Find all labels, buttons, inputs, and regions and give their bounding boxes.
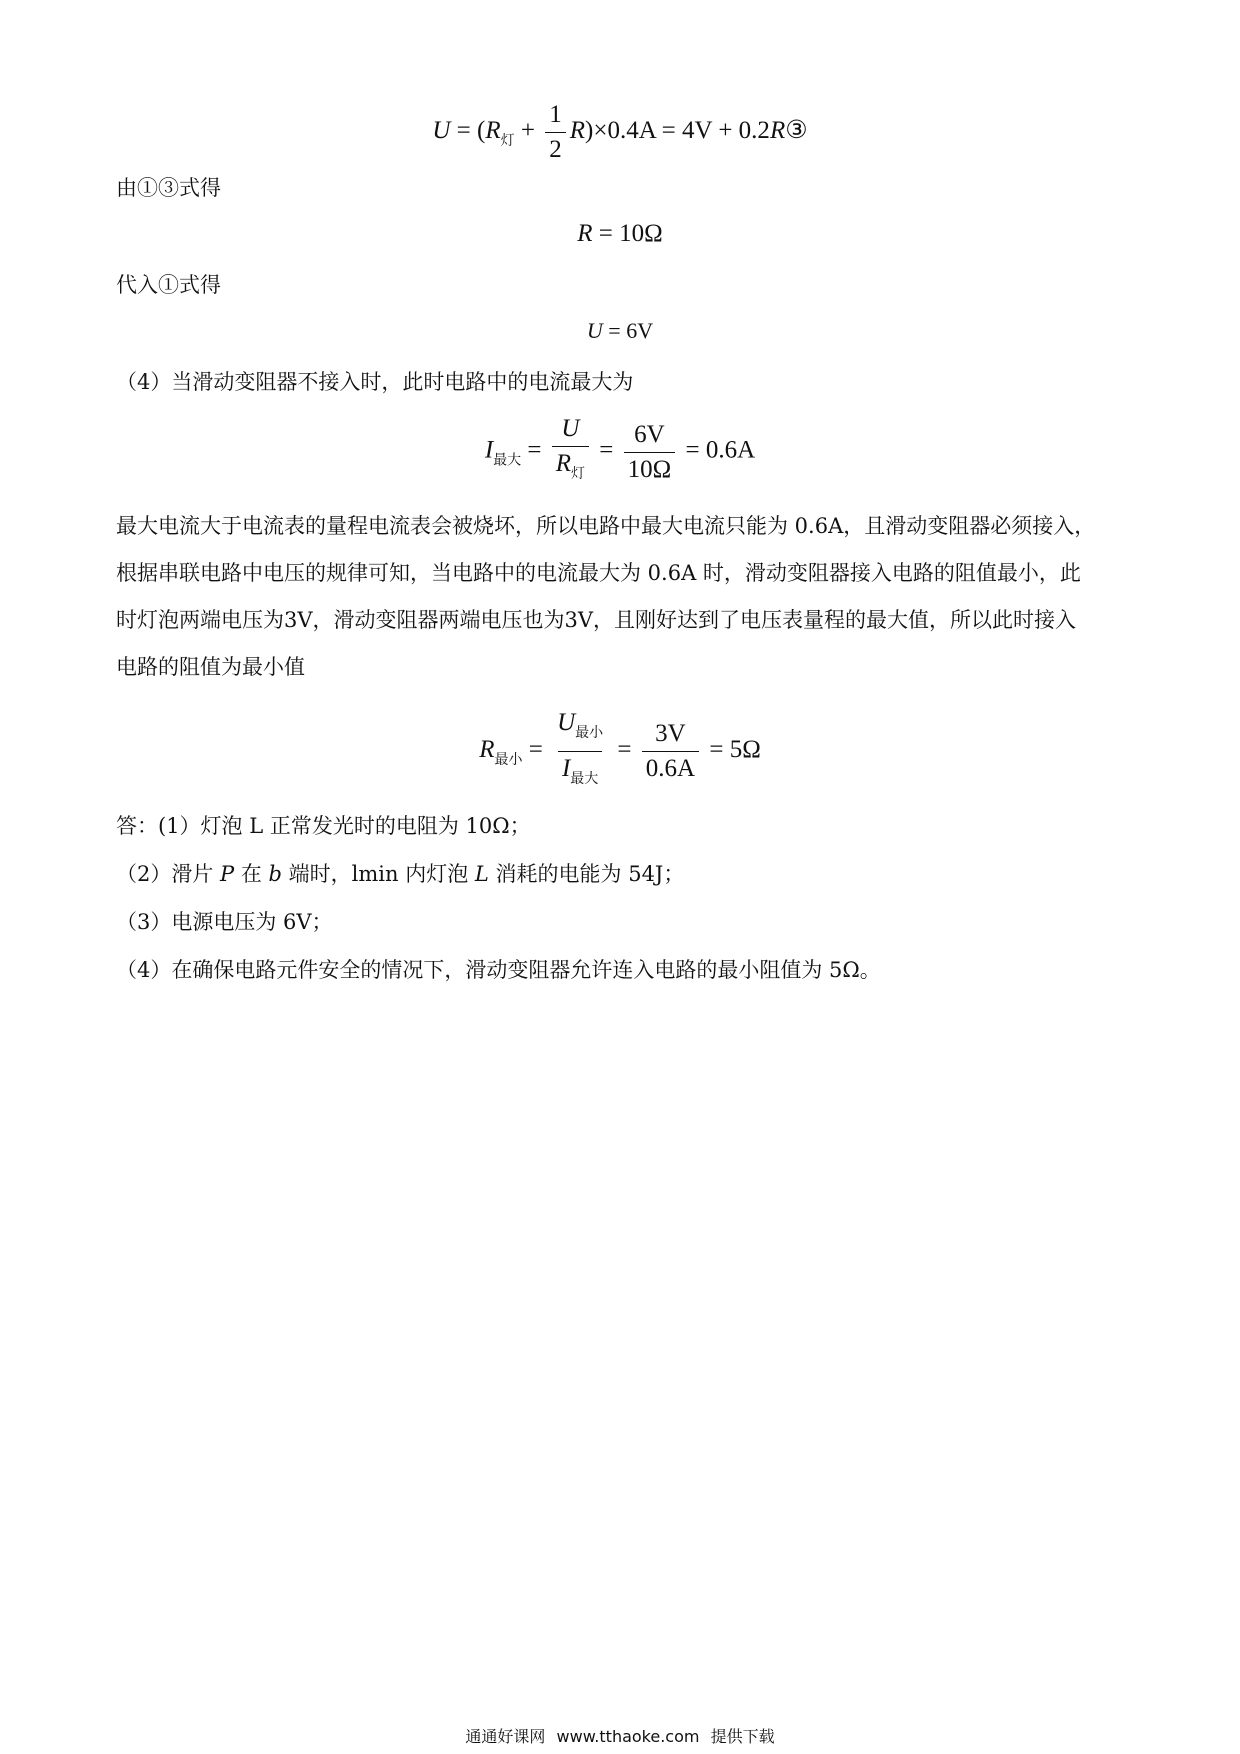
rmin-fraction-1 <box>553 708 607 795</box>
eq3-r-lamp: R <box>485 117 501 145</box>
answer-2-part-b: 在 <box>234 862 269 886</box>
answer-1: 答：(1）灯泡 L 正常发光时的电阻为 10Ω； <box>116 814 531 838</box>
paragraph-line-4: 电路的阻值为最小值 <box>116 655 305 679</box>
answer-3: （3）电源电压为 6V； <box>116 910 333 934</box>
footer-site-name: 通通好课网 <box>465 1727 546 1746</box>
rmin-sub: 最小 <box>494 753 523 769</box>
rmin-var: R <box>479 736 495 764</box>
eq3-open-paren: ( <box>477 117 486 145</box>
rmin-eq2: = <box>617 736 632 764</box>
answer-2-l: L <box>474 862 489 886</box>
answer-2-b: b <box>268 862 282 886</box>
eq3-half-fraction <box>545 100 566 165</box>
rmin-num2: 3V <box>655 720 686 747</box>
imax-sub: 最大 <box>493 453 522 469</box>
rmin-num1-var: U <box>557 709 576 736</box>
rmin-eq1: = <box>528 736 543 764</box>
imax-den1-var: R <box>555 450 572 477</box>
eq3-close-times: )×0.4A <box>585 117 656 145</box>
eq3-rhs-r: R <box>769 117 786 145</box>
answer-2 <box>116 858 684 888</box>
eq3-equals: = <box>456 117 471 145</box>
rmin-den2: 0.6A <box>642 751 699 784</box>
rmin-result: = 5Ω <box>709 736 761 764</box>
u-result-var: U <box>586 318 603 343</box>
answer-2-part-a: （2）滑片 <box>116 862 221 886</box>
imax-den1-sub: 灯 <box>571 467 586 482</box>
rmin-den1-sub: 最大 <box>570 772 599 787</box>
sub-into-eq1-label: 代入①式得 <box>116 273 221 297</box>
answer-2-part-d: 消耗的电能为 54J； <box>488 862 685 886</box>
eq3-circle-3: ③ <box>785 117 808 145</box>
eq3-half-den: 2 <box>545 132 566 165</box>
equation-u-result <box>0 318 1240 344</box>
paragraph-line-2: 根据串联电路中电压的规律可知，当电路中的电流最大为 0.6A 时，滑动变阻器接入电路的阻值最小，此 <box>116 561 1081 585</box>
equation-3 <box>0 100 1240 165</box>
answer-2-part-c: 端时，lmin 内灯泡 <box>282 862 475 886</box>
imax-var: I <box>484 436 494 464</box>
u-result-rest: = 6V <box>602 318 654 343</box>
eq3-half-num: 1 <box>549 101 562 128</box>
answer-2-p: P <box>220 862 235 886</box>
eq3-lhs: U <box>432 117 451 145</box>
paragraph-line-3: 时灯泡两端电压为3V，滑动变阻器两端电压也为3V，且刚好达到了电压表量程的最大值，所以此时接入 <box>116 608 1077 632</box>
imax-fraction-2 <box>624 420 676 485</box>
paragraph-line-1: 最大电流大于电流表的量程电流表会被烧坏，所以电路中最大电流只能为 0.6A，且滑动变阻器必须接入， <box>116 514 1096 538</box>
part4-intro: （4）当滑动变阻器不接入时，此时电路中的电流最大为 <box>116 370 634 394</box>
imax-result: = 0.6A <box>685 436 756 464</box>
eq3-sub-lamp: 灯 <box>500 134 515 150</box>
answer-4: （4）在确保电路元件安全的情况下，滑动变阻器允许连入电路的最小阻值为 5Ω。 <box>116 958 881 982</box>
r-result-var: R <box>577 220 593 247</box>
eq3-plus: + <box>520 117 535 145</box>
r-result-rest: = 10Ω <box>592 220 663 247</box>
imax-num1: U <box>561 415 580 442</box>
eq3-rhs: = 4V + 0.2 <box>661 117 770 145</box>
footer-url-link[interactable]: www.tthaoke.com <box>556 1727 700 1746</box>
imax-den2: 10Ω <box>624 452 676 485</box>
rmin-num1-sub: 最小 <box>575 726 604 741</box>
rmin-den1-var: I <box>561 755 571 782</box>
imax-fraction-1 <box>552 414 589 490</box>
rmin-fraction-2 <box>642 719 699 784</box>
page-footer <box>0 1724 1240 1747</box>
imax-eq1: = <box>527 436 542 464</box>
equation-rmin <box>0 708 1240 795</box>
imax-eq2: = <box>599 436 614 464</box>
from-eq13-label: 由①③式得 <box>116 176 221 200</box>
imax-num2: 6V <box>634 420 665 448</box>
eq3-r: R <box>569 117 586 145</box>
equation-r-result <box>0 220 1240 248</box>
footer-action: 提供下载 <box>710 1727 775 1746</box>
equation-imax <box>0 414 1240 490</box>
